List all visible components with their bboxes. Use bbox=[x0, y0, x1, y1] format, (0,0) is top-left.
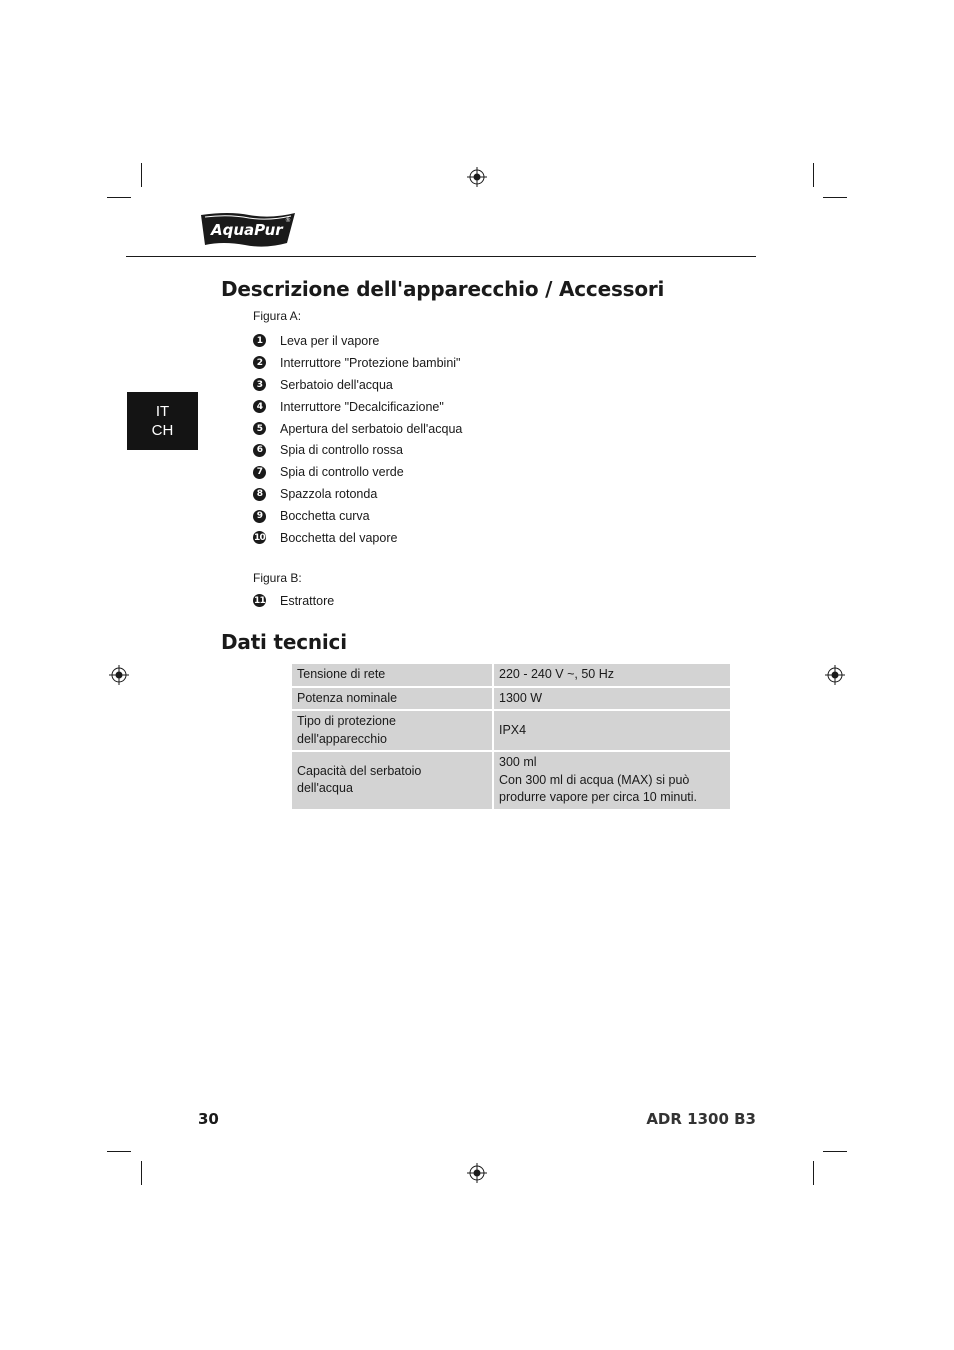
parts-list-b bbox=[253, 590, 334, 612]
list-item bbox=[253, 330, 462, 352]
registration-mark-icon bbox=[467, 1163, 487, 1183]
list-item bbox=[253, 461, 462, 483]
item-label: Spia di controllo rossa bbox=[280, 443, 403, 458]
list-item bbox=[253, 527, 462, 549]
table-row bbox=[291, 751, 731, 810]
spec-key-line: Tensione di rete bbox=[297, 667, 386, 681]
crop-mark bbox=[107, 1151, 131, 1152]
figure-b-label: Figura B: bbox=[253, 571, 302, 585]
item-label: Spia di controllo verde bbox=[280, 465, 404, 480]
registration-mark-icon bbox=[467, 167, 487, 187]
spec-key bbox=[291, 663, 493, 687]
crop-mark bbox=[813, 1161, 814, 1185]
list-item bbox=[253, 590, 334, 612]
spec-value-line: IPX4 bbox=[499, 722, 527, 737]
language-tab bbox=[127, 392, 198, 450]
section-title: Descrizione dell'apparecchio / Accessori bbox=[221, 277, 665, 301]
figure-a-label: Figura A: bbox=[253, 309, 302, 323]
item-label: Leva per il vapore bbox=[280, 333, 380, 348]
item-label: Estrattore bbox=[280, 593, 335, 608]
item-number-badge: 2 bbox=[253, 356, 266, 369]
list-item bbox=[253, 505, 462, 527]
registration-mark-icon bbox=[109, 665, 129, 685]
spec-key bbox=[291, 687, 493, 711]
item-label: Apertura del serbatoio dell'acqua bbox=[280, 421, 463, 436]
spec-value-line: 300 ml bbox=[499, 755, 537, 769]
item-number-badge: 4 bbox=[253, 400, 266, 413]
spec-key bbox=[291, 710, 493, 751]
spec-key-line: Potenza nominale bbox=[297, 690, 398, 705]
country-code: CH bbox=[151, 422, 174, 439]
spec-key-line: dell'apparecchio bbox=[297, 731, 387, 746]
crop-mark bbox=[813, 163, 814, 187]
item-number-badge: 7 bbox=[253, 466, 266, 479]
list-item bbox=[253, 418, 462, 440]
item-number-badge: 10 bbox=[254, 532, 265, 543]
crop-mark bbox=[141, 1161, 142, 1185]
item-label: Bocchetta del vapore bbox=[280, 530, 398, 545]
crop-mark bbox=[107, 197, 131, 198]
item-label: Interruttore "Decalcificazione" bbox=[280, 399, 444, 414]
item-label: Serbatoio dell'acqua bbox=[280, 377, 393, 392]
crop-mark bbox=[141, 163, 142, 187]
spec-value-line: 1300 W bbox=[499, 690, 543, 705]
spec-value-line: 220 - 240 V ~, 50 Hz bbox=[499, 667, 615, 681]
header-rule bbox=[126, 256, 756, 257]
spec-value bbox=[493, 710, 731, 751]
item-label: Bocchetta curva bbox=[280, 509, 370, 524]
table-row bbox=[291, 663, 731, 687]
spec-value bbox=[493, 663, 731, 687]
item-number-badge: 3 bbox=[253, 378, 266, 391]
page-number: 30 bbox=[198, 1110, 219, 1128]
list-item bbox=[253, 352, 462, 374]
spec-key-line: Capacità del serbatoio bbox=[297, 763, 422, 778]
list-item bbox=[253, 396, 462, 418]
spec-key bbox=[291, 751, 493, 810]
parts-list bbox=[253, 330, 462, 549]
item-label: Interruttore "Protezione bambini" bbox=[280, 355, 461, 370]
item-number-badge: 6 bbox=[253, 444, 266, 457]
spec-value bbox=[493, 687, 731, 711]
item-number-badge: 11 bbox=[254, 595, 265, 606]
spec-value-line: produrre vapore per circa 10 minuti. bbox=[499, 790, 698, 804]
aquapur-logo bbox=[199, 209, 299, 249]
item-number-badge: 9 bbox=[253, 510, 266, 523]
language-code: IT bbox=[155, 403, 170, 420]
specs-table bbox=[290, 662, 732, 811]
item-number-badge: 8 bbox=[253, 488, 266, 501]
spec-key-line: dell'acqua bbox=[297, 781, 353, 796]
logo-text: AquaPur bbox=[211, 221, 283, 239]
item-number-badge: 5 bbox=[253, 422, 266, 435]
table-row bbox=[291, 710, 731, 751]
model-number: ADR 1300 B3 bbox=[646, 1110, 756, 1128]
registration-mark-icon bbox=[825, 665, 845, 685]
table-row bbox=[291, 687, 731, 711]
crop-mark bbox=[823, 1151, 847, 1152]
spec-value bbox=[493, 751, 731, 810]
section-title: Dati tecnici bbox=[221, 630, 347, 654]
spec-value-line: Con 300 ml di acqua (MAX) si può bbox=[499, 772, 690, 787]
list-item bbox=[253, 483, 462, 505]
spec-key-line: Tipo di protezione bbox=[297, 714, 396, 728]
list-item bbox=[253, 374, 462, 396]
registered-mark: ® bbox=[285, 217, 291, 224]
item-number-badge: 1 bbox=[253, 334, 266, 347]
crop-mark bbox=[823, 197, 847, 198]
list-item bbox=[253, 439, 462, 461]
item-label: Spazzola rotonda bbox=[280, 487, 378, 502]
